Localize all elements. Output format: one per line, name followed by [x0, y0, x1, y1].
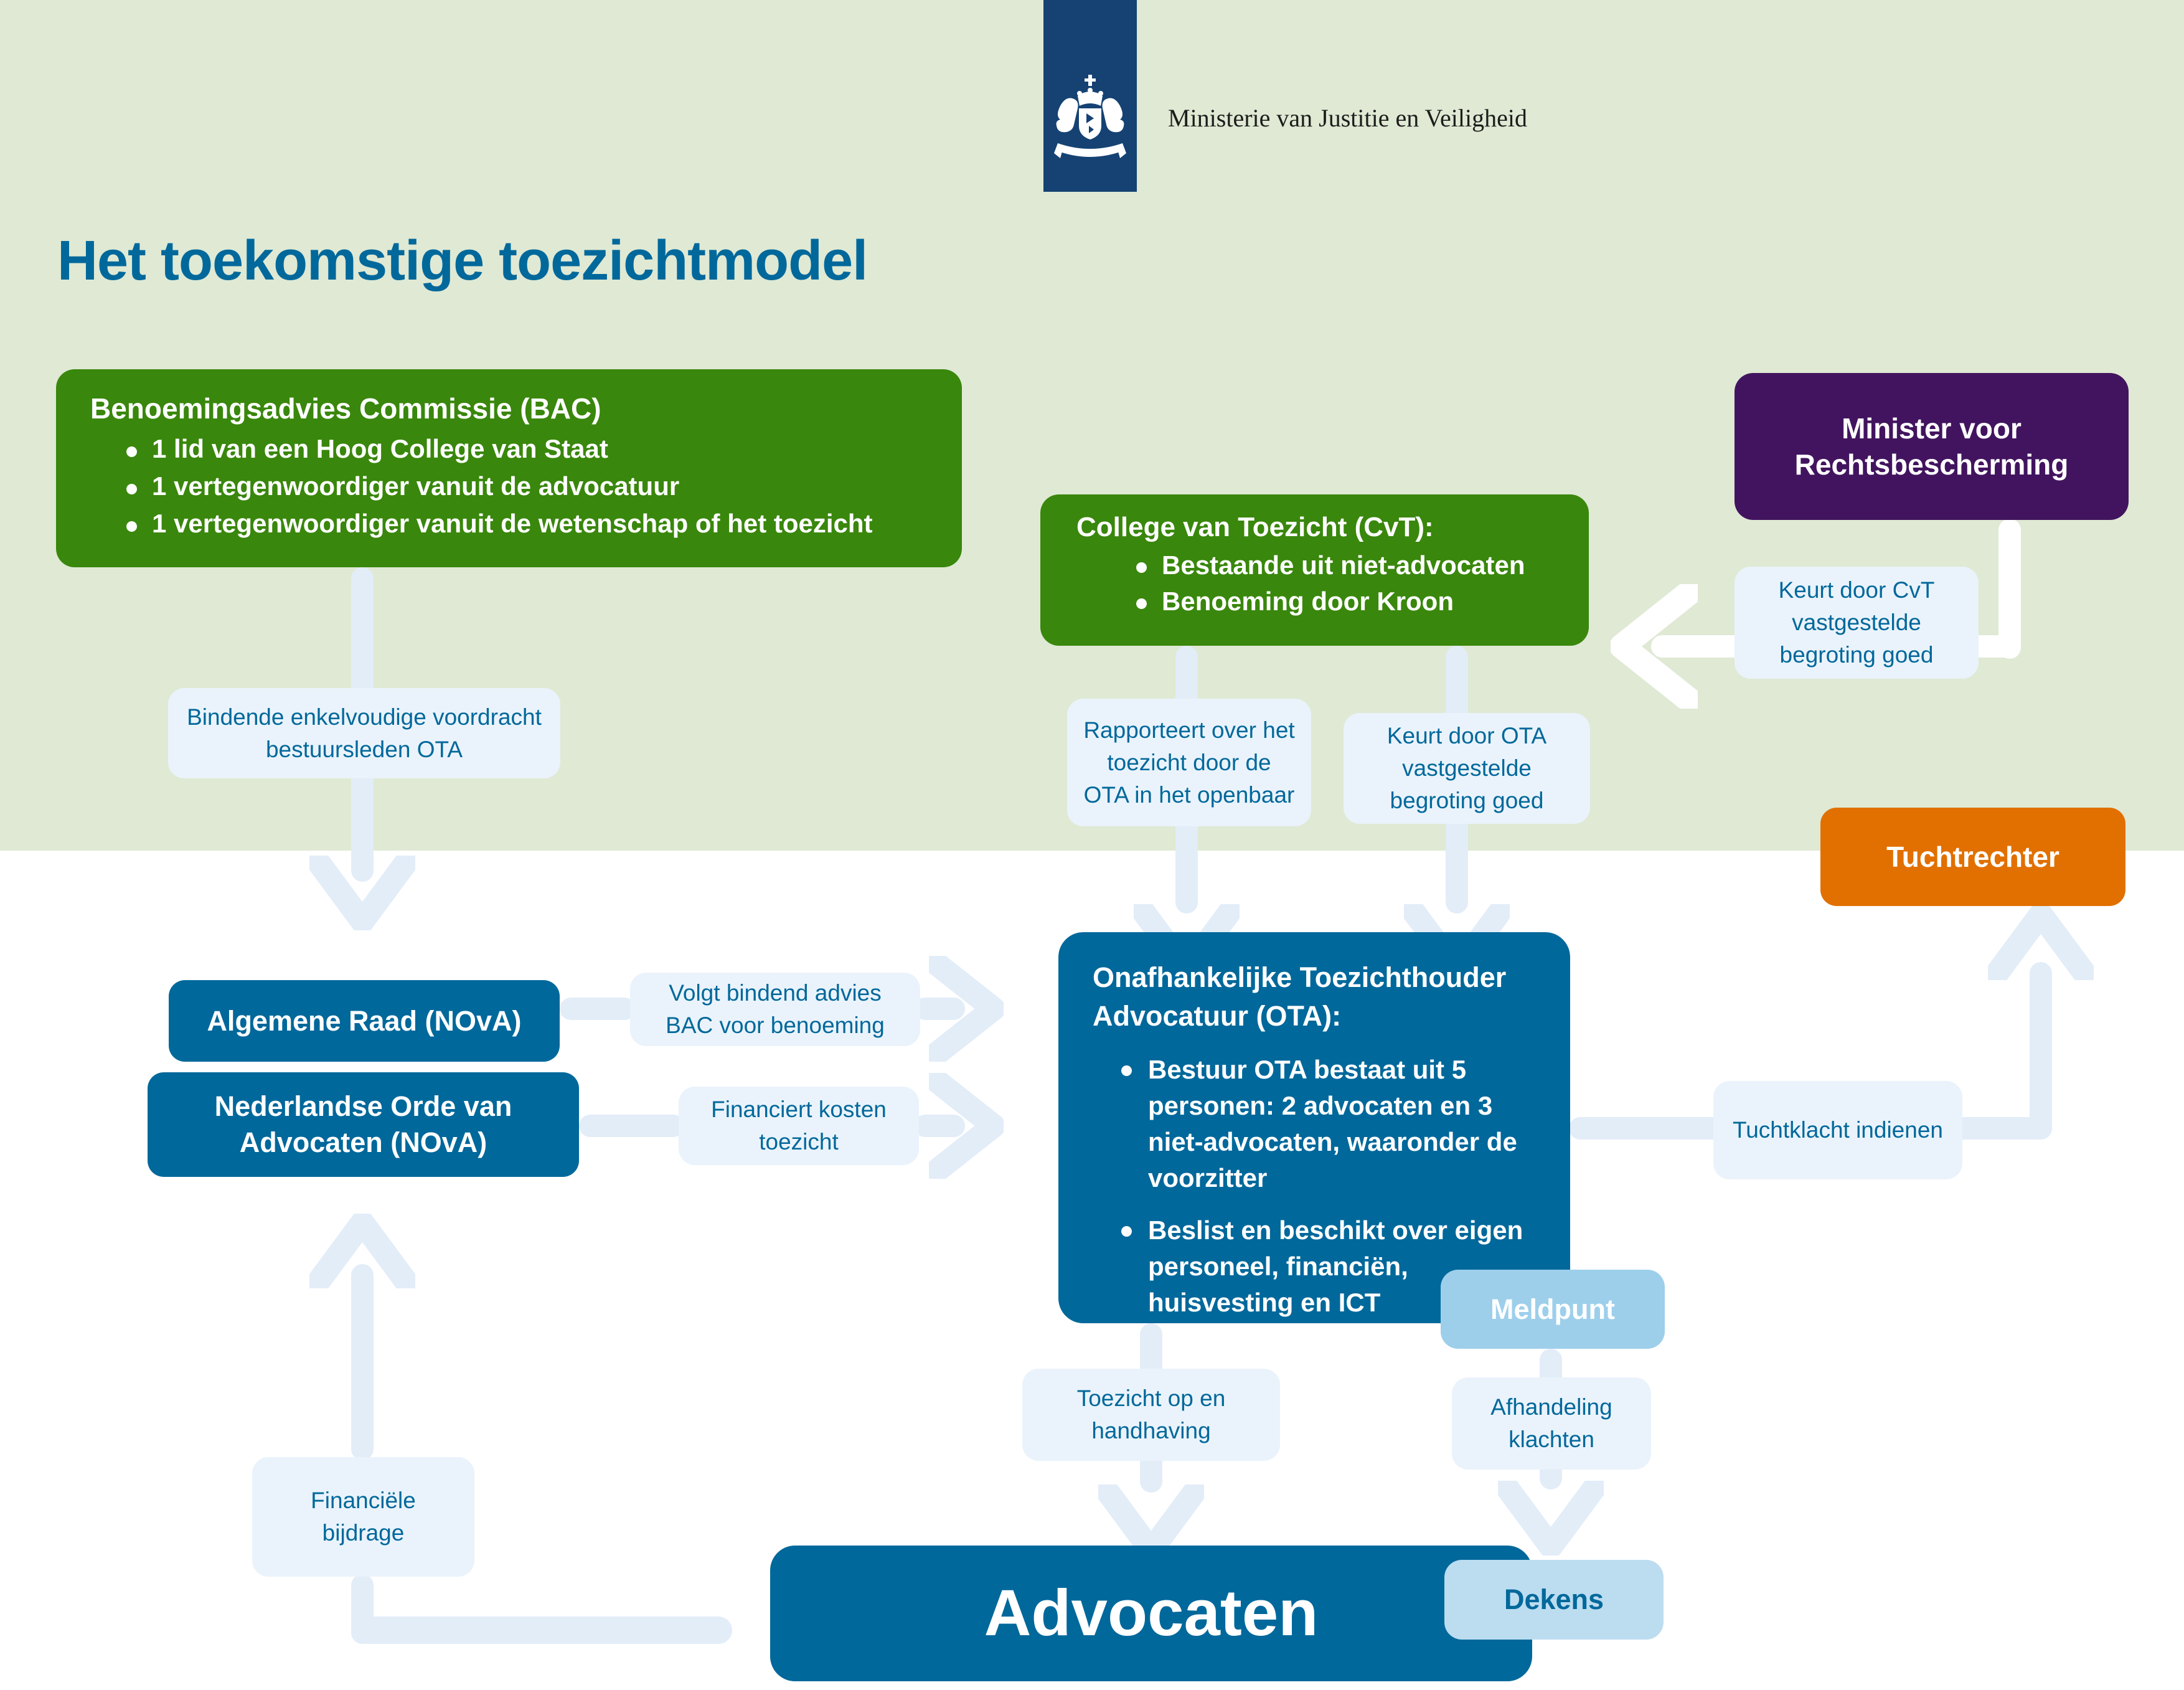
- bullet-text: Beslist en beschikt over eigen personeel, financiën, huisvesting en ICT: [1148, 1216, 1523, 1317]
- flow-label-text: Bindende enkelvoudige voordracht bestuursleden OTA: [187, 704, 542, 762]
- minister-label: Minister voor Rechtsbescherming: [1794, 412, 2069, 481]
- bullet-text: Benoeming door Kroon: [1162, 587, 1454, 616]
- bullet-text: 1 vertegenwoordiger vanuit de advocatuur: [152, 471, 680, 501]
- ministry-name: Ministerie van Justitie en Veiligheid: [1168, 104, 1527, 132]
- bullet-text: 1 lid van een Hoog College van Staat: [152, 434, 608, 463]
- flow-label-tuchtklacht: [1713, 1081, 1962, 1179]
- flow-label-financiert: [679, 1087, 919, 1165]
- flow-label-text: Tuchtklacht indienen: [1732, 1117, 1943, 1143]
- dekens-box: [1444, 1560, 1664, 1640]
- arrow-financiele-up-shaft: [351, 1264, 374, 1460]
- bullet-dot-icon: [126, 521, 137, 532]
- bac-box: [56, 369, 962, 567]
- bullet-dot-icon: [1136, 562, 1147, 573]
- bullet-text: 1 vertegenwoordiger vanuit de wetenschap of het toezicht: [152, 509, 873, 538]
- tuchtrechter-label: Tuchtrechter: [1886, 841, 2059, 873]
- flow-label-text: Financiert kosten toezicht: [711, 1097, 887, 1154]
- bullet-item: [1093, 1052, 1536, 1196]
- cvt-bullets: [1076, 550, 1553, 616]
- dekens-label: Dekens: [1504, 1584, 1604, 1615]
- bullet-text: Bestaande uit niet-advocaten: [1162, 550, 1525, 580]
- arrow-down-icon: [309, 856, 415, 930]
- algemene-raad-box: [169, 980, 560, 1062]
- flow-label-text: Toezicht op en handhaving: [1076, 1386, 1226, 1443]
- tuchtrechter-box: [1820, 808, 2125, 906]
- connector-advocaten-elbow: [351, 1617, 732, 1644]
- bullet-dot-icon: [126, 484, 137, 494]
- arrow-right-icon: [929, 1073, 1004, 1179]
- flow-label-text: Keurt door CvT vastgestelde begroting goed: [1778, 577, 1935, 668]
- nova-label: Nederlandse Orde van Advocaten (NOvA): [214, 1090, 512, 1158]
- minister-box: [1734, 373, 2129, 520]
- meldpunt-label: Meldpunt: [1490, 1293, 1615, 1325]
- flow-label-text: Financiële bijdrage: [311, 1488, 416, 1546]
- arrow-up-icon: [309, 1214, 415, 1288]
- advocaten-label: Advocaten: [984, 1577, 1319, 1650]
- cvt-box: [1040, 494, 1589, 646]
- arrow-up-icon: [1988, 905, 2094, 980]
- flow-label-text: Keurt door OTA vastgestelde begroting goed: [1386, 723, 1547, 813]
- flow-label-afhandeling-klachten: [1452, 1377, 1651, 1470]
- flow-label-text: Afhandeling klachten: [1490, 1394, 1612, 1452]
- flow-label-toezicht-handhaving: [1022, 1369, 1280, 1461]
- bullet-item: [1076, 587, 1553, 616]
- bac-title: Benoemingsadvies Commissie (BAC): [90, 392, 601, 425]
- bullet-item: [90, 434, 928, 464]
- page-title: Het toekomstige toezichtmodel: [57, 230, 868, 292]
- bullet-dot-icon: [126, 446, 137, 457]
- bac-bullets: [90, 434, 928, 539]
- flow-label-rapporteert: [1067, 699, 1311, 826]
- flow-label-volgt-advies: [630, 973, 920, 1046]
- bullet-dot-icon: [1121, 1226, 1132, 1237]
- meldpunt-box: [1441, 1270, 1665, 1349]
- flow-label-financiele-bijdrage: [252, 1457, 474, 1577]
- bullet-item: [1076, 550, 1553, 580]
- bullet-dot-icon: [1136, 598, 1147, 609]
- nova-box: [148, 1072, 579, 1177]
- cvt-title: College van Toezicht (CvT):: [1076, 512, 1434, 542]
- algemene-raad-label: Algemene Raad (NOvA): [207, 1004, 522, 1037]
- bullet-item: [90, 509, 928, 539]
- connector-algemeneraad-volgt: [560, 998, 636, 1020]
- bullet-text: Bestuur OTA bestaat uit 5 personen: 2 advocaten en 3 niet-advocaten, waaronder de voorzitter: [1148, 1055, 1517, 1192]
- flow-label-text: Volgt bindend advies BAC voor benoeming: [666, 980, 885, 1038]
- flow-label-keurt-cvt-begroting: [1734, 567, 1979, 679]
- connector-tuchtklacht-up: [2030, 962, 2052, 1140]
- arrow-right-icon: [929, 956, 1004, 1062]
- arrow-down-icon: [1498, 1481, 1604, 1555]
- advocaten-box: [770, 1546, 1532, 1681]
- connector-nova-financiert: [579, 1115, 685, 1137]
- flow-label-keurt-ota-begroting: [1344, 713, 1590, 824]
- ota-box: [1058, 932, 1570, 1323]
- flow-label-bindende-voordracht: [168, 688, 560, 778]
- arrow-left-icon: [1611, 584, 1698, 709]
- bullet-dot-icon: [1121, 1065, 1132, 1076]
- rijksoverheid-crest-icon: [1052, 73, 1129, 173]
- ota-title: Onafhankelijke Toezichthouder Advocatuur (OTA):: [1093, 961, 1507, 1032]
- flow-label-text: Rapporteert over het toezicht door de OTA in het openbaar: [1083, 717, 1295, 808]
- bullet-item: [90, 471, 928, 501]
